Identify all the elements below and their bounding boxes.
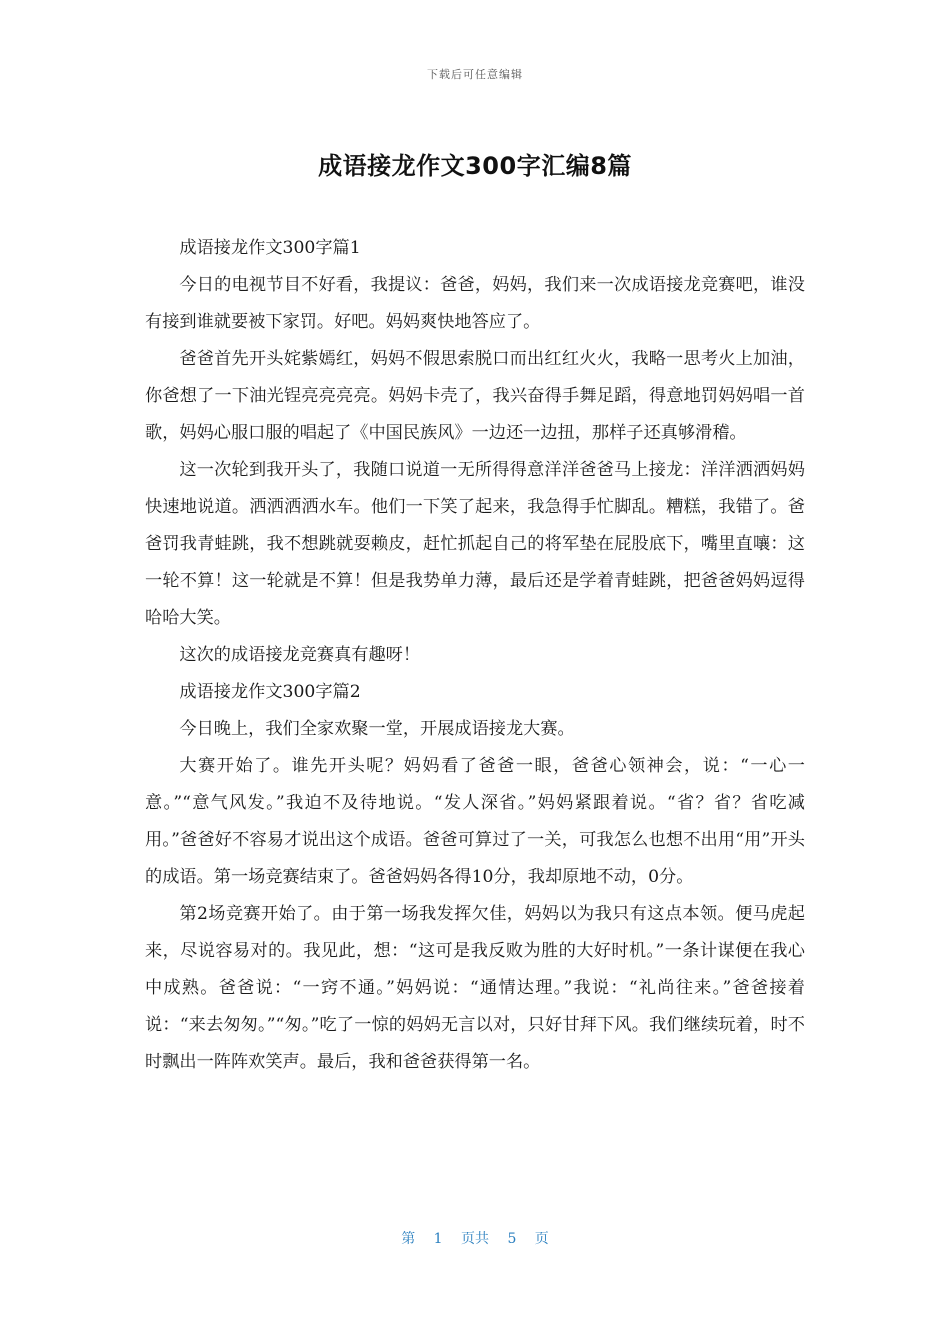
document-title: 成语接龙作文300字汇编8篇 xyxy=(318,152,632,180)
paragraph: 这次的成语接龙竞赛真有趣呀！ xyxy=(179,645,421,665)
paragraph: 第2场竞赛开始了。由于第一场我发挥欠佳，妈妈以为我只有这点本领。便马虎起来，尽说容易对的。我见此，想：“这可是我反败为胜的大好时机。”一条计谋便在我心中成熟。爸爸说：“一窍不通。”妈妈说：“通情达理。”我说：“礼尚往来。”爸爸接着说：“来去匆匆。”“匆。”吃了一惊的妈妈无言以对，只好甘拜下风。我们继续玩着，时不时飘出一阵阵欢笑声。最后，我和爸爸获得第一名。 xyxy=(145,904,805,1072)
paragraph: 今日的电视节目不好看，我提议：爸爸，妈妈，我们来一次成语接龙竞赛吧，谁没有接到谁就要被下家罚。好吧。妈妈爽快地答应了。 xyxy=(145,275,805,332)
section-heading-2: 成语接龙作文300字篇2 xyxy=(179,682,361,702)
page-footer: 第 1 页共 5 页 xyxy=(401,1231,549,1247)
paragraph: 今日晚上，我们全家欢聚一堂，开展成语接龙大赛。 xyxy=(179,719,575,739)
paragraph: 爸爸首先开头姹紫嫣红，妈妈不假思索脱口而出红红火火，我略一思考火上加油，你爸想了一下油光锃亮亮亮亮。妈妈卡壳了，我兴奋得手舞足蹈，得意地罚妈妈唱一首歌，妈妈心服口服的唱起了《中国民族风》一边还一边扭，那样子还真够滑稽。 xyxy=(145,349,805,443)
header-note: 下载后可任意编辑 xyxy=(427,68,523,81)
paragraph: 大赛开始了。谁先开头呢？妈妈看了爸爸一眼，爸爸心领神会，说：“一心一意。”“意气风发。”我迫不及待地说。“发人深省。”妈妈紧跟着说。“省？省？省吃减用。”爸爸好不容易才说出这个成语。爸爸可算过了一关，可我怎么也想不出用“用”开头的成语。第一场竞赛结束了。爸爸妈妈各得10分，我却原地不动，0分。 xyxy=(145,756,805,887)
document-body xyxy=(145,230,805,1081)
paragraph: 这一次轮到我开头了，我随口说道一无所得得意洋洋爸爸马上接龙：洋洋洒洒妈妈快速地说道。洒洒洒洒水车。他们一下笑了起来，我急得手忙脚乱。糟糕，我错了。爸爸罚我青蛙跳，我不想跳就耍赖皮，赶忙抓起自己的将军垫在屁股底下，嘴里直嚷：这一轮不算！这一轮就是不算！但是我势单力薄，最后还是学着青蛙跳，把爸爸妈妈逗得哈哈大笑。 xyxy=(145,460,805,628)
section-heading-1: 成语接龙作文300字篇1 xyxy=(179,238,361,258)
